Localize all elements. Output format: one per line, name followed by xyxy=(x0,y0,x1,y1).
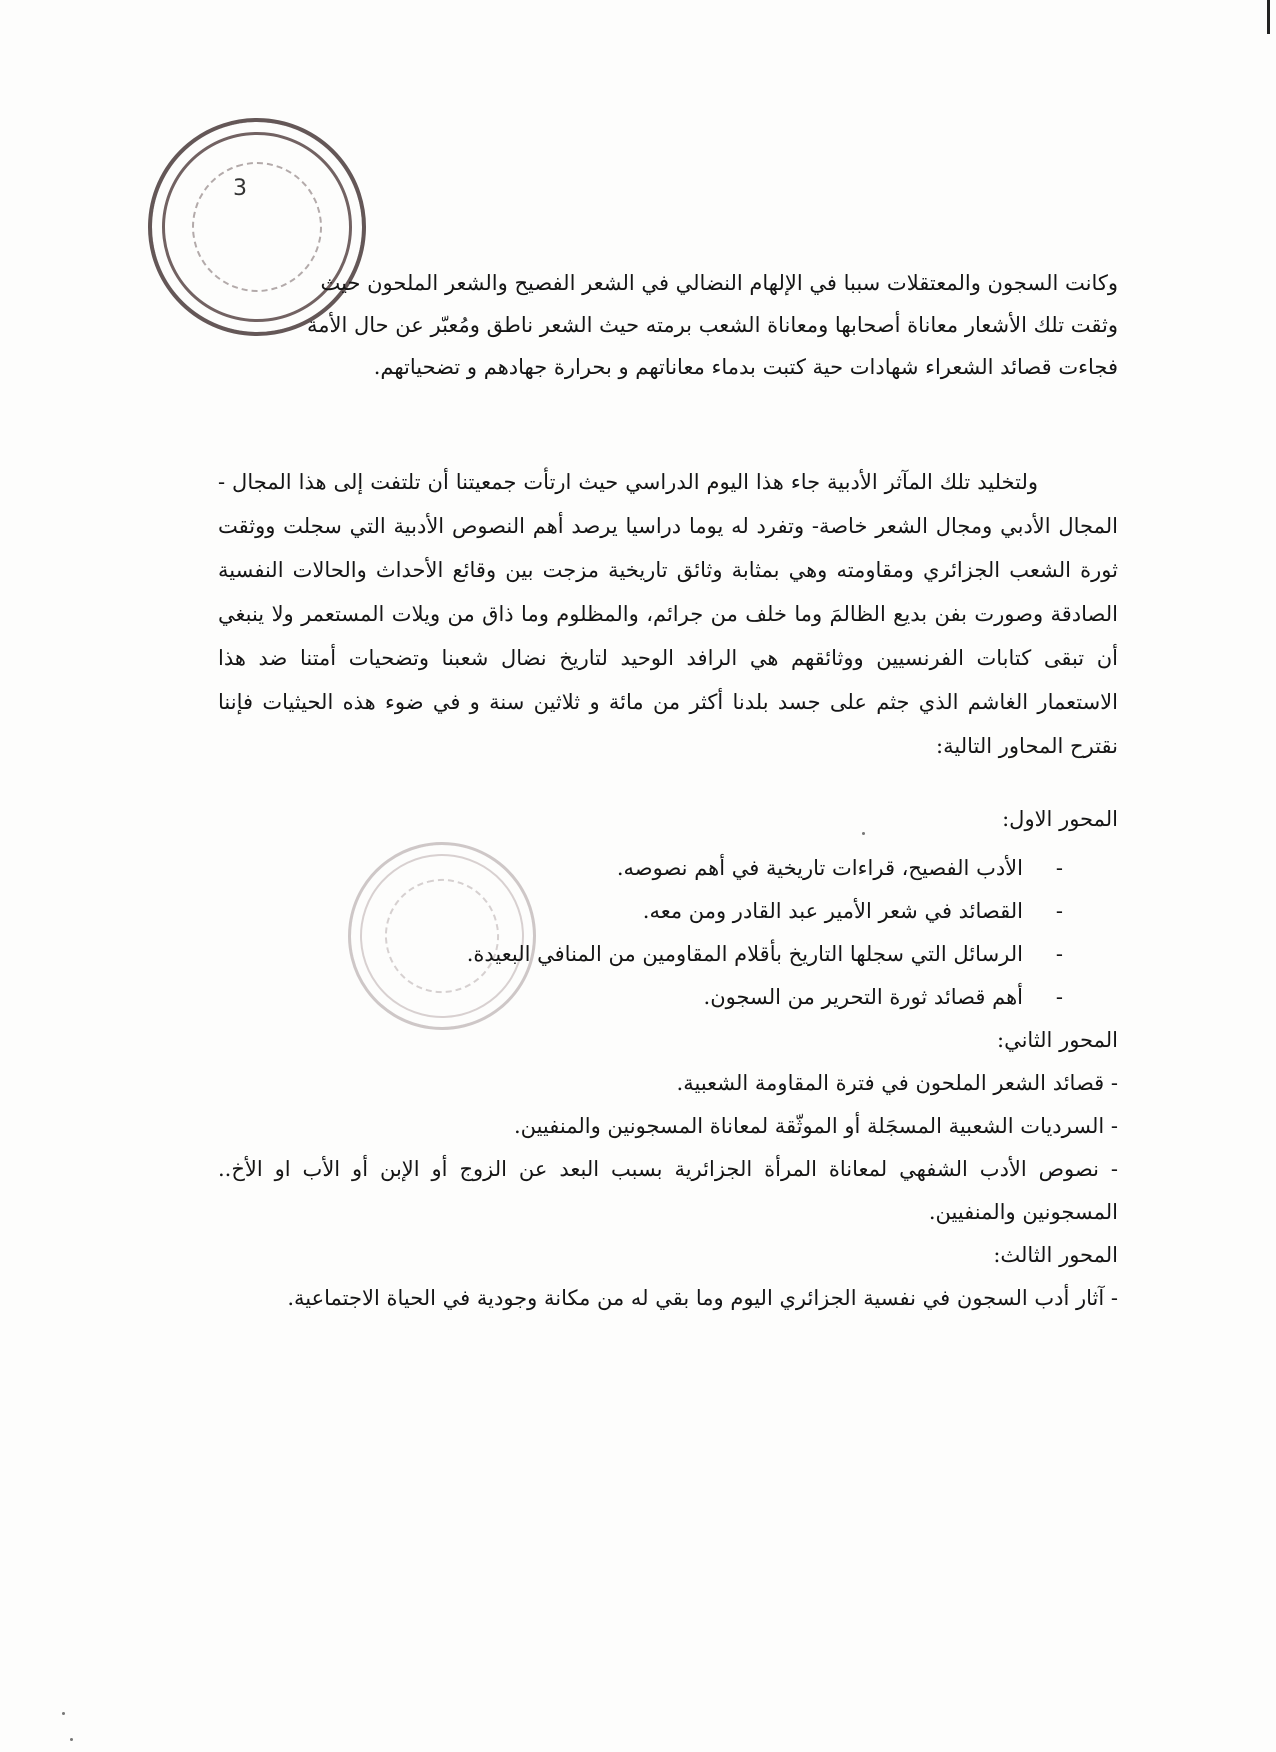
axis-1-item-3: - الرسائل التي سجلها التاريخ بأقلام المقاومين من المنافي البعيدة. xyxy=(218,933,1063,976)
axis-1-list xyxy=(218,847,1118,1019)
scan-speck xyxy=(862,832,865,835)
scan-speck xyxy=(70,1738,73,1741)
scan-edge-mark xyxy=(1267,0,1270,34)
axis-1-item-4: - أهم قصائد ثورة التحرير من السجون. xyxy=(218,976,1063,1019)
axis-1-item-1: - الأدب الفصيح، قراءات تاريخية في أهم نصوصه. xyxy=(218,847,1063,890)
intro-line-2: وثقت تلك الأشعار معاناة أصحابها ومعاناة الشعب برمته حيث الشعر ناطق ومُعبّر عن حال الأمة xyxy=(307,313,1118,337)
page-number: 3 xyxy=(233,176,247,201)
intro-line-1: وكانت السجون والمعتقلات سببا في الإلهام النضالي في الشعر الفصيح والشعر الملحون حيث xyxy=(320,271,1118,295)
axis-2-title: المحور الثاني: xyxy=(997,1028,1118,1052)
axis-2-item-2: - السرديات الشعبية المسجَلة أو الموثّقة لمعاناة المسجونين والمنفيين. xyxy=(218,1105,1118,1148)
axis-1-title: المحور الاول: xyxy=(1002,807,1118,831)
axis-3-item-1: - آثار أدب السجون في نفسية الجزائري اليوم وما بقي له من مكانة وجودية في الحياة الاجتماعية. xyxy=(218,1277,1118,1320)
axis-1-item-2: - القصائد في شعر الأمير عبد القادر ومن معه. xyxy=(218,890,1063,933)
axis-3-title: المحور الثالث: xyxy=(993,1243,1118,1267)
main-paragraph xyxy=(218,460,1118,768)
axis-2-item-1: - قصائد الشعر الملحون في فترة المقاومة الشعبية. xyxy=(218,1062,1118,1105)
intro-line-3: فجاءت قصائد الشعراء شهادات حية كتبت بدماء معاناتهم و بحرارة جهادهم و تضحياتهم. xyxy=(373,355,1118,379)
main-paragraph-text: ولتخليد تلك المآثر الأدبية جاء هذا اليوم الدراسي حيث ارتأت جمعيتنا أن تلتفت إلى هذا المجال - المجال الأدبي ومجال الشعر خاصة- وتفرد له يوما دراسيا يرصد أهم النصوص الأدبية التي سجلت ووثقت ثورة الشعب الجزائري ومقاومته وهي بمثابة وثائق تاريخية مزجت بين وقائع الأحداث والحالات النفسية الصادقة وصورت بفن بديع الظالمَ وما خلف من جرائم، والمظلوم وما ذاق من ويلات المستعمر ولا ينبغي أن تبقى كتابات الفرنسيين ووثائقهم هي الرافد الوحيد لتاريخ نضال شعبنا وتضحيات أمتنا ضد هذا الاستعمار الغاشم الذي جثم على جسد بلدنا أكثر من مائة و ثلاثين سنة و في ضوء هذه الحيثيات فإننا نقترح المحاور التالية: xyxy=(218,470,1118,758)
scan-speck xyxy=(62,1712,65,1715)
axis-3-list xyxy=(218,1277,1118,1320)
axes-section xyxy=(218,798,1118,1320)
axis-2-list xyxy=(218,1062,1118,1234)
axis-2-item-3: - نصوص الأدب الشفهي لمعاناة المرأة الجزائرية بسبب البعد عن الزوج أو الإبن أو الأب او الأخ.. المسجونين والمنفيين. xyxy=(218,1148,1118,1234)
intro-paragraph xyxy=(290,262,1118,388)
